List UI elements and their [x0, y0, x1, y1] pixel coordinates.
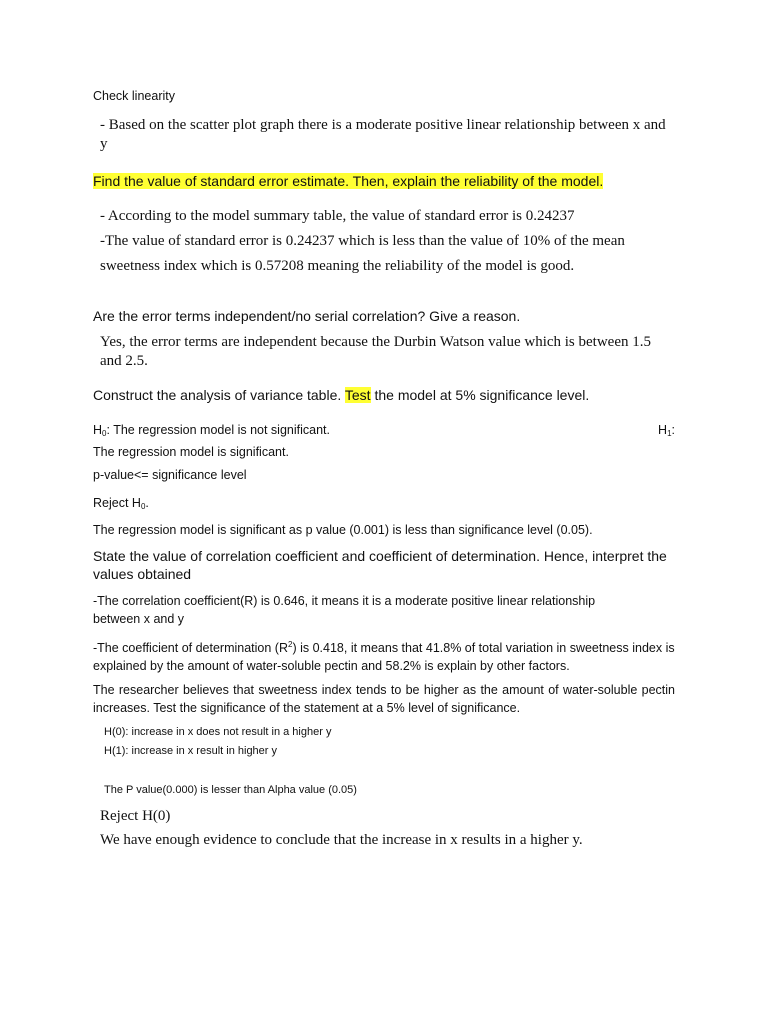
anova-rule: p-value<= significance level: [93, 468, 247, 482]
correlation-r-answer: -The correlation coefficient(R) is 0.646, it means it is a moderate positive linear relationship between x and y: [93, 594, 596, 626]
standard-error-question-text: Find the value of standard error estimate. Then, explain the reliability of the model.: [93, 173, 604, 189]
anova-question-highlight: Test: [344, 387, 371, 403]
significance-question: The researcher believes that sweetness index tends to be higher as the amount of water-soluble pectin increases. Test the significance of the statement at a 5% level of significance.: [93, 683, 675, 715]
standard-error-answer-2: -The value of standard error is 0.24237 which is less than the value of 10% of the mean sweetness index which is 0.57208 meaning the reliability of the model is good.: [100, 233, 625, 274]
anova-h1-label: $H_1$:: [658, 423, 675, 438]
anova-conclusion: The regression model is significant as p value (0.001) is less than significance level (0.05).: [93, 523, 593, 537]
significance-conclusion: We have enough evidence to conclude that the increase in x results in a higher y.: [100, 832, 583, 848]
anova-question: [93, 386, 675, 404]
anova-h1-text: The regression model is significant.: [93, 445, 289, 459]
significance-p-value: The P value(0.000) is lesser than Alpha value (0.05): [104, 784, 357, 796]
standard-error-question: [93, 172, 675, 190]
anova-question-pre: Construct the analysis of variance table.: [93, 387, 342, 403]
independence-answer: Yes, the error terms are independent because the Durbin Watson value which is between 1.5 and 2.5.: [100, 334, 651, 369]
significance-h0: H(0): increase in x does not result in a higher y: [104, 726, 332, 738]
anova-h0: $H_0$: The regression model is not significant.: [93, 423, 330, 438]
significance-h1: H(1): increase in x result in higher y: [104, 745, 278, 757]
anova-hypotheses: [93, 421, 675, 461]
anova-question-post: the model at 5% significance level.: [370, 387, 590, 403]
check-linearity-heading: Check linearity: [93, 89, 175, 103]
check-linearity-answer: - Based on the scatter plot graph there is a moderate positive linear relationship between x and y: [100, 117, 666, 152]
anova-reject: Reject $H_0$.: [93, 496, 149, 511]
independence-question: Are the error terms independent/no serial correlation? Give a reason.: [93, 308, 521, 324]
standard-error-answer-1: - According to the model summary table, the value of standard error is 0.24237: [100, 208, 575, 224]
correlation-r2-answer: -The coefficient of determination $(R^2)$ is 0.418, it means that 41.8% of total variation in sweetness index is explained by the amount of water-soluble pectin and 58.2% is explain by other factors.: [93, 640, 675, 673]
significance-reject: Reject H(0): [100, 808, 171, 824]
correlation-question: State the value of correlation coefficient and coefficient of determination. Hence, interpret the values obtained: [93, 548, 667, 582]
